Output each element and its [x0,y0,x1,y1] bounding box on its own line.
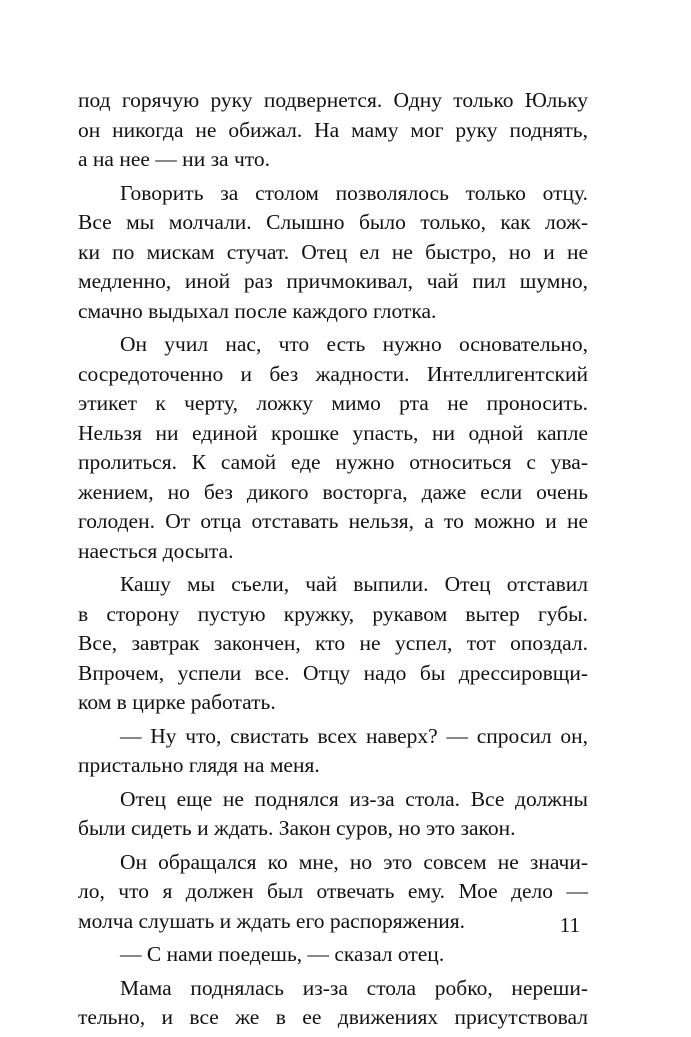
paragraph [78,974,588,1033]
text-line: в сторону пустую кружку, рукавом вытер губы. [78,601,588,626]
text-line: тельно, и все же в ее движениях присутствовал [78,1005,588,1029]
text-line: голоден. От отца отставать нельзя, а то можно и не [78,509,588,533]
text-line: он никогда не обижал. На маму мог руку поднять, [78,117,588,142]
paragraph [78,940,588,970]
text-line: ло, что я должен был отвечать ему. Мое дело — [78,879,588,903]
text-line: ки по мискам стучат. Отец ел не быстро, но и не [78,239,588,264]
body-text [78,86,588,1037]
paragraph [78,179,588,327]
text-line: Он учил нас, что есть нужно основательно, [120,332,588,356]
text-line: молча слушать и ждать его распоряжения. [78,908,465,933]
text-line: Говорить за столом позволялось только отцу. [120,180,588,205]
paragraph [78,722,588,781]
text-line: Все мы молчали. Слышно было только, как лож- [78,210,588,234]
paragraph [78,86,588,175]
text-line: медленно, иной раз причмокивал, чай пил шумно, [78,269,588,293]
paragraph [78,570,588,718]
text-line: Он обращался ко мне, но это совсем не значи- [120,849,588,874]
text-line: смачно выдыхал после каждого глотка. [78,298,437,323]
text-line: Впрочем, успели все. Отцу надо бы дрессировщи- [78,660,588,685]
text-line: этикет к черту, ложку мимо рта не проносить. [78,391,588,415]
text-line: пролиться. К самой еде нужно относиться с ува- [78,450,588,474]
text-line: пристально глядя на меня. [78,753,320,777]
paragraph [78,330,588,566]
text-line: были сидеть и ждать. Закон суров, но это закон. [78,816,516,840]
text-line: — С нами поедешь, — сказал отец. [120,942,445,966]
text-line: под горячую руку подвернется. Одну только Юльку [78,88,588,112]
text-line: Кашу мы съели, чай выпили. Отец отставил [120,572,588,596]
text-line: Мама поднялась из-за стола робко, нереши- [120,975,588,1000]
text-line: — Ну что, свистать всех наверх? — спросил он, [120,723,588,748]
text-line: Нельзя ни единой крошке упасть, ни одной капле [78,420,588,445]
page-number: 11 [559,913,580,937]
text-line: жением, но без дикого восторга, даже если очень [78,479,588,504]
text-line: а на нее — ни за что. [78,147,271,171]
text-line: Отец еще не поднялся из-за стола. Все должны [120,786,588,811]
text-line: Все, завтрак закончен, кто не успел, тот опоздал. [78,631,588,655]
text-line: сосредоточенно и без жадности. Интеллигентский [78,361,588,386]
text-line: наесться досыта. [78,538,234,563]
paragraph [78,785,588,844]
text-line: ком в цирке работать. [78,690,276,714]
